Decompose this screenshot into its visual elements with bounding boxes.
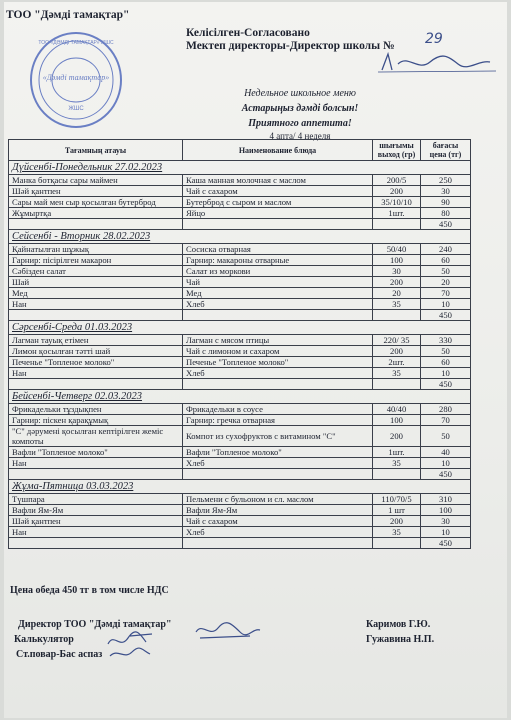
- price-cell: 10: [421, 458, 471, 469]
- dish-ru-cell: Чай с лимоном и сахаром: [183, 346, 373, 357]
- dish-ru-cell: Вафли "Топленое молоко": [183, 447, 373, 458]
- dish-ru-cell: Мед: [183, 288, 373, 299]
- greeting-ru: Приятного аппетита!: [248, 118, 352, 129]
- dish-kz-cell: Печенье "Топленое молоко": [9, 357, 183, 368]
- dish-kz-cell: Сары май мен сыр қосылған бутерброд: [9, 197, 183, 208]
- empty-cell: [373, 310, 421, 321]
- price-cell: 20: [421, 277, 471, 288]
- table-row: [9, 244, 471, 255]
- stamp-small-text: ЖШС: [68, 106, 84, 112]
- output-cell: 200: [373, 426, 421, 447]
- price-cell: 40: [421, 447, 471, 458]
- dish-kz-cell: Шәй қантпен: [9, 516, 183, 527]
- dish-ru-cell: Яйцо: [183, 208, 373, 219]
- output-cell: 35: [373, 458, 421, 469]
- day-header-row: [9, 230, 471, 244]
- day-total-cell: 450: [421, 469, 471, 480]
- header-dish-kz: Тағамның атауы: [9, 140, 183, 161]
- output-cell: 200: [373, 516, 421, 527]
- output-cell: 35: [373, 527, 421, 538]
- price-cell: 310: [421, 494, 471, 505]
- table-row: [9, 527, 471, 538]
- dish-ru-cell: Салат из моркови: [183, 266, 373, 277]
- dish-kz-cell: Фрикадельки тұздықпен: [9, 404, 183, 415]
- price-cell: 60: [421, 255, 471, 266]
- output-cell: 50/40: [373, 244, 421, 255]
- header-output: шығымы выход (гр): [373, 140, 421, 161]
- approval-label: Келісілген-Согласовано: [186, 27, 310, 39]
- header-dish-ru: Наименование блюда: [183, 140, 373, 161]
- empty-cell: [9, 538, 183, 549]
- empty-cell: [183, 538, 373, 549]
- cook-label: Ст.повар-Бас аспаз: [16, 649, 103, 660]
- dish-kz-cell: "С" дәрумені қосылған кептірілген жеміс компоты: [9, 426, 183, 447]
- stamp-inner-text: «Дәмді тамақтар»: [42, 73, 110, 82]
- table-row: [9, 175, 471, 186]
- output-cell: 35: [373, 368, 421, 379]
- day-header-row: [9, 321, 471, 335]
- dish-ru-cell: Чай с сахаром: [183, 186, 373, 197]
- price-note: Цена обеда 450 тг в том числе НДС: [10, 585, 169, 596]
- calculator-name: Гужавина Н.П.: [366, 634, 435, 645]
- dish-ru-cell: Хлеб: [183, 458, 373, 469]
- output-cell: 1шт.: [373, 208, 421, 219]
- dish-kz-cell: Манка ботқасы сары маймен: [9, 175, 183, 186]
- day-title: Бейсенбі-Четверг 02.03.2023: [9, 390, 471, 404]
- dish-kz-cell: Лагман тауық етімен: [9, 335, 183, 346]
- price-cell: 50: [421, 266, 471, 277]
- company-stamp: [28, 30, 124, 130]
- empty-cell: [9, 310, 183, 321]
- table-row: [9, 186, 471, 197]
- empty-cell: [9, 379, 183, 390]
- dish-kz-cell: Шәй қантпен: [9, 186, 183, 197]
- output-cell: 200/5: [373, 175, 421, 186]
- dish-ru-cell: Хлеб: [183, 368, 373, 379]
- dish-ru-cell: Компот из сухофруктов с витамином "С": [183, 426, 373, 447]
- director-name: Каримов Г.Ю.: [366, 619, 431, 630]
- table-row: [9, 288, 471, 299]
- empty-cell: [183, 310, 373, 321]
- day-header-row: [9, 390, 471, 404]
- output-cell: 220/ 35: [373, 335, 421, 346]
- empty-cell: [373, 469, 421, 480]
- empty-cell: [373, 538, 421, 549]
- table-row: [9, 197, 471, 208]
- dish-ru-cell: Сосиска отварная: [183, 244, 373, 255]
- table-row: [9, 404, 471, 415]
- empty-cell: [373, 379, 421, 390]
- price-cell: 10: [421, 527, 471, 538]
- day-total-cell: 450: [421, 219, 471, 230]
- price-cell: 10: [421, 299, 471, 310]
- dish-kz-cell: Нан: [9, 527, 183, 538]
- dish-ru-cell: Гарнир: гречка отварная: [183, 415, 373, 426]
- menu-subtitle: Недельное школьное меню: [244, 88, 356, 99]
- table-row: [9, 447, 471, 458]
- director-signature: [378, 50, 498, 76]
- empty-cell: [183, 469, 373, 480]
- table-row: [9, 426, 471, 447]
- dish-ru-cell: Хлеб: [183, 299, 373, 310]
- output-cell: 40/40: [373, 404, 421, 415]
- company-name: ТОО "Дәмді тамақтар": [6, 9, 130, 21]
- price-cell: 50: [421, 426, 471, 447]
- price-cell: 30: [421, 516, 471, 527]
- price-cell: 100: [421, 505, 471, 516]
- price-cell: 70: [421, 288, 471, 299]
- output-cell: 30: [373, 266, 421, 277]
- dish-kz-cell: Мед: [9, 288, 183, 299]
- dish-kz-cell: Гарнир: піскен қарақұмық: [9, 415, 183, 426]
- dish-kz-cell: Нан: [9, 458, 183, 469]
- table-row: [9, 208, 471, 219]
- greeting-kz: Астарыңыз дәмді болсын!: [241, 103, 359, 114]
- table-row: [9, 335, 471, 346]
- director-label: Мектеп директоры-Директор школы №: [186, 40, 395, 52]
- day-title: Сәрсенбі-Среда 01.03.2023: [9, 321, 471, 335]
- price-cell: 30: [421, 186, 471, 197]
- dish-kz-cell: Гарнир: пісірілген макарон: [9, 255, 183, 266]
- table-row: [9, 368, 471, 379]
- dish-kz-cell: Лимон қосылған тәтті шай: [9, 346, 183, 357]
- dish-ru-cell: Хлеб: [183, 527, 373, 538]
- price-cell: 250: [421, 175, 471, 186]
- calculator-label: Калькулятор: [14, 634, 74, 645]
- output-cell: 110/70/5: [373, 494, 421, 505]
- price-cell: 330: [421, 335, 471, 346]
- day-total-cell: 450: [421, 379, 471, 390]
- table-row: [9, 277, 471, 288]
- empty-cell: [9, 219, 183, 230]
- output-cell: 200: [373, 346, 421, 357]
- dish-kz-cell: Нан: [9, 368, 183, 379]
- table-row: [9, 299, 471, 310]
- dish-kz-cell: Вафли "Топленое молоко": [9, 447, 183, 458]
- output-cell: 35: [373, 299, 421, 310]
- stamp-outer-text: ТОО «ДӘМДІ ТАМАҚТАР» ЖШС: [38, 40, 114, 46]
- price-cell: 60: [421, 357, 471, 368]
- price-cell: 70: [421, 415, 471, 426]
- price-cell: 10: [421, 368, 471, 379]
- price-cell: 50: [421, 346, 471, 357]
- dish-ru-cell: Чай: [183, 277, 373, 288]
- dish-ru-cell: Вафли Ям-Ям: [183, 505, 373, 516]
- total-row: [9, 219, 471, 230]
- dish-kz-cell: Нан: [9, 299, 183, 310]
- table-row: [9, 494, 471, 505]
- table-row: [9, 255, 471, 266]
- empty-cell: [183, 379, 373, 390]
- total-row: [9, 379, 471, 390]
- dish-ru-cell: Чай с сахаром: [183, 516, 373, 527]
- table-row: [9, 357, 471, 368]
- total-row: [9, 310, 471, 321]
- price-cell: 240: [421, 244, 471, 255]
- day-title: Жұма-Пятница 03.03.2023: [9, 480, 471, 494]
- director-signature-label: Директор ТОО "Дәмді тамақтар": [18, 619, 172, 630]
- handwritten-signatures: [100, 614, 280, 662]
- day-header-row: [9, 161, 471, 175]
- empty-cell: [183, 219, 373, 230]
- dish-kz-cell: Шай: [9, 277, 183, 288]
- table-row: [9, 516, 471, 527]
- dish-ru-cell: Бутерброд с сыром и маслом: [183, 197, 373, 208]
- output-cell: 100: [373, 415, 421, 426]
- week-label: 4 апта/ 4 неделя: [269, 131, 331, 141]
- output-cell: 20: [373, 288, 421, 299]
- dish-ru-cell: Печенье "Топленое молоко": [183, 357, 373, 368]
- dish-ru-cell: Лагман с мясом птицы: [183, 335, 373, 346]
- dish-kz-cell: Вафли Ям-Ям: [9, 505, 183, 516]
- dish-ru-cell: Каша манная молочная с маслом: [183, 175, 373, 186]
- output-cell: 200: [373, 277, 421, 288]
- table-row: [9, 415, 471, 426]
- dish-ru-cell: Гарнир: макароны отварные: [183, 255, 373, 266]
- day-total-cell: 450: [421, 310, 471, 321]
- day-title: Дүйсенбі-Понедельник 27.02.2023: [9, 161, 471, 175]
- total-row: [9, 538, 471, 549]
- dish-kz-cell: Сәбізден салат: [9, 266, 183, 277]
- dish-kz-cell: Жұмыртқа: [9, 208, 183, 219]
- table-row: [9, 266, 471, 277]
- price-cell: 280: [421, 404, 471, 415]
- dish-kz-cell: Түшпара: [9, 494, 183, 505]
- output-cell: 1шт.: [373, 447, 421, 458]
- price-cell: 90: [421, 197, 471, 208]
- day-title: Сейсенбі - Вторник 28.02.2023: [9, 230, 471, 244]
- output-cell: 35/10/10: [373, 197, 421, 208]
- dish-ru-cell: Фрикадельки в соусе: [183, 404, 373, 415]
- total-row: [9, 469, 471, 480]
- output-cell: 2шт.: [373, 357, 421, 368]
- empty-cell: [9, 469, 183, 480]
- table-header-row: [9, 140, 471, 161]
- header-price: бағасы цена (тг): [421, 140, 471, 161]
- table-row: [9, 505, 471, 516]
- price-cell: 80: [421, 208, 471, 219]
- menu-table: [8, 139, 471, 549]
- day-header-row: [9, 480, 471, 494]
- table-row: [9, 346, 471, 357]
- day-total-cell: 450: [421, 538, 471, 549]
- menu-body: [9, 161, 471, 549]
- dish-ru-cell: Пельмени с бульоном и сл. маслом: [183, 494, 373, 505]
- output-cell: 1 шт: [373, 505, 421, 516]
- school-number: 29: [425, 31, 443, 47]
- output-cell: 100: [373, 255, 421, 266]
- table-row: [9, 458, 471, 469]
- empty-cell: [373, 219, 421, 230]
- dish-kz-cell: Қайнатылған шұжық: [9, 244, 183, 255]
- output-cell: 200: [373, 186, 421, 197]
